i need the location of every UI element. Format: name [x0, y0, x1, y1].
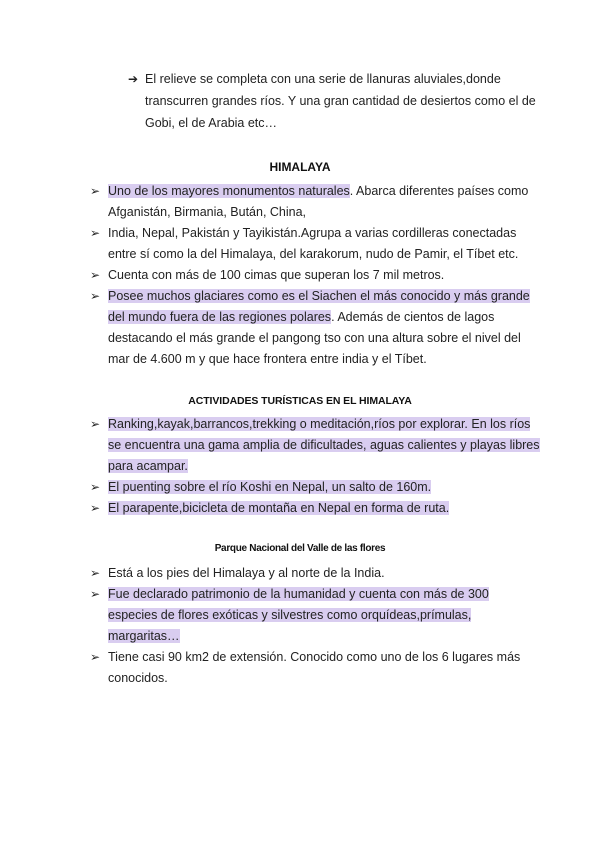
triangle-bullet-icon: ➢ — [90, 566, 101, 580]
list-item-text — [108, 184, 528, 219]
highlighted-text: El parapente,bicicleta de montaña en Nepal en forma de ruta. — [108, 501, 450, 515]
list-item-text — [108, 587, 489, 643]
intro-paragraph — [128, 68, 548, 134]
list-item — [90, 498, 540, 519]
list-item — [90, 223, 540, 265]
list-item — [90, 563, 540, 584]
list-item — [90, 477, 540, 498]
list-item-text — [108, 650, 520, 685]
highlighted-text: Posee muchos glaciares como es el Siachen el más conocido y más grande del mundo fuera de las regiones polares — [108, 289, 530, 324]
activities-heading: ACTIVIDADES TURÍSTICAS EN EL HIMALAYA — [188, 395, 412, 407]
activities-list — [90, 414, 540, 519]
triangle-bullet-icon: ➢ — [90, 184, 101, 198]
list-item-text — [108, 268, 444, 282]
plain-text: . Además de cientos de lagos destacando el más grande el pangong tso con una altura sobre el nivel del mar de 4.600 m y que hace frontera entre india y el Tíbet. — [108, 310, 521, 366]
triangle-bullet-icon: ➢ — [90, 417, 101, 431]
park-list — [90, 563, 540, 689]
triangle-bullet-icon: ➢ — [90, 226, 101, 240]
himalaya-list — [90, 181, 540, 370]
list-item — [90, 286, 540, 370]
list-item-text — [108, 480, 431, 494]
highlighted-text: Uno de los mayores monumentos naturales — [108, 184, 350, 198]
triangle-bullet-icon: ➢ — [90, 587, 101, 601]
list-item-text — [108, 226, 518, 261]
plain-text: Tiene casi 90 km2 de extensión. Conocido como uno de los 6 lugares más conocidos. — [108, 650, 521, 685]
list-item — [90, 265, 540, 286]
triangle-bullet-icon: ➢ — [90, 268, 101, 282]
list-item-text — [108, 501, 449, 515]
list-item-text — [108, 566, 385, 580]
plain-text: Cuenta con más de 100 cimas que superan los 7 mil metros. — [108, 268, 445, 282]
plain-text: Está a los pies del Himalaya y al norte de la India. — [108, 566, 385, 580]
list-item — [90, 414, 540, 477]
list-item — [90, 647, 540, 689]
list-item — [90, 181, 540, 223]
list-item-text — [108, 289, 530, 366]
highlighted-text: El puenting sobre el río Koshi en Nepal, un salto de 160m. — [108, 480, 432, 494]
himalaya-heading: HIMALAYA — [269, 160, 331, 174]
triangle-bullet-icon: ➢ — [90, 501, 101, 515]
list-item-text — [108, 417, 540, 473]
park-heading: Parque Nacional del Valle de las flores — [214, 543, 386, 554]
triangle-bullet-icon: ➢ — [90, 289, 101, 303]
intro-text: El relieve se completa con una serie de llanuras aluviales,donde transcurren grandes ríos. Y una gran cantidad de desiertos como el de Gobi, el de Arabia etc… — [145, 72, 536, 130]
plain-text: . Abarca diferentes países como Afganistán, Birmania, Bután, China, — [108, 184, 529, 219]
list-item — [90, 584, 540, 647]
plain-text: India, Nepal, Pakistán y Tayikistán.Agrupa a varias cordilleras conectadas entre sí como la del Himalaya, del karakorum, nudo de Pamir, el Tíbet etc. — [108, 226, 519, 261]
highlighted-text: Ranking,kayak,barrancos,trekking o meditación,ríos por explorar. En los ríos se encuentra una gama amplia de dificultades, aguas calientes y playas libres para acampar. — [108, 417, 540, 473]
triangle-bullet-icon: ➢ — [90, 480, 101, 494]
highlighted-text: Fue declarado patrimonio de la humanidad y cuenta con más de 300 especies de flores exóticas y silvestres como orquídeas,prímulas, margaritas… — [108, 587, 489, 643]
triangle-bullet-icon: ➢ — [90, 650, 101, 664]
arrow-bullet-icon: ➔ — [128, 72, 139, 86]
